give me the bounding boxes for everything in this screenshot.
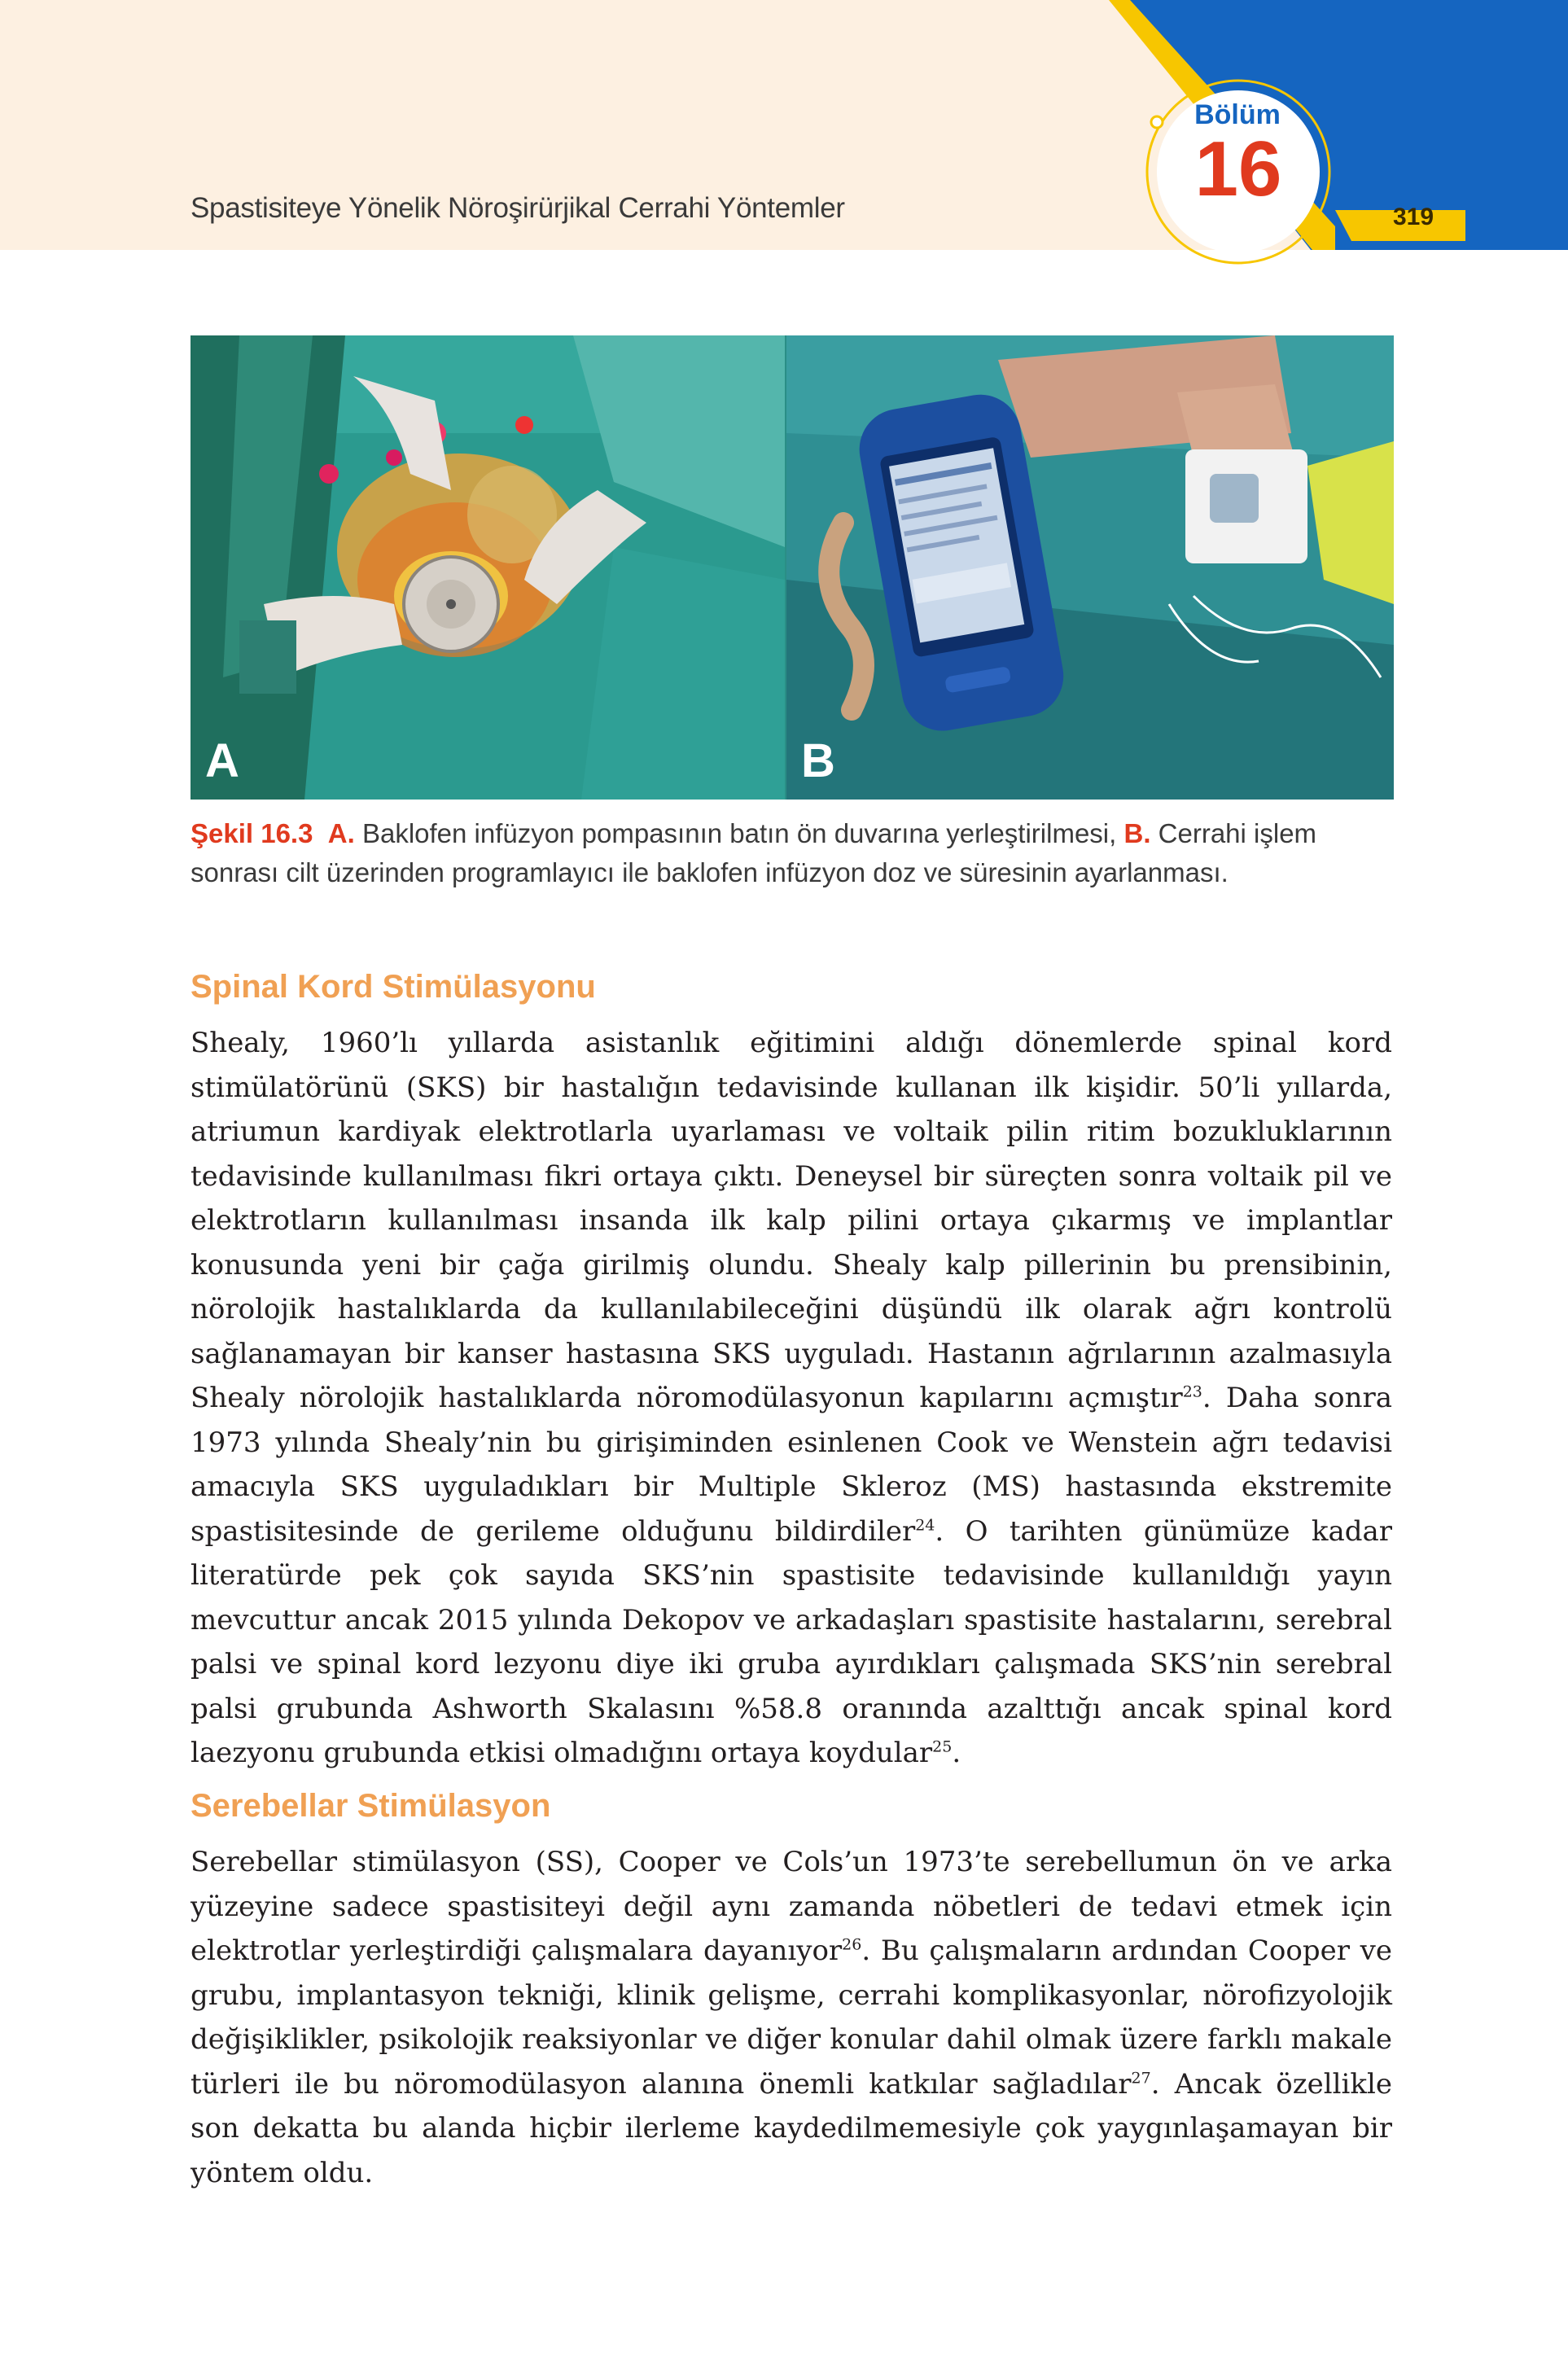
figure-panel-a bbox=[191, 335, 785, 800]
panel-letter-a: A bbox=[205, 734, 239, 787]
caption-text-b: Cerrahi işlem sonrası cilt üzerinden programlayıcı ile baklofen infüzyon doz ve süresinin ayarlanması. bbox=[191, 818, 1317, 887]
reference-23: 23 bbox=[1182, 1382, 1202, 1401]
text-run: . Ancak özellikle son dekatta bu alanda hiçbir ilerleme kaydedilmemesiyle çok yaygınlaşamayan bir yöntem oldu. bbox=[191, 2067, 1393, 2189]
panel-letter-b: B bbox=[801, 734, 835, 787]
figure-caption bbox=[191, 814, 1395, 892]
text-run: . Daha sonra 1973 yılında Shealy’nin bu girişiminden esinlenen Cook ve Wenstein ağrı tedavisi amacıyla SKS uyguladıkları bir Multiple Skleroz (MS) hastasında ekstremite spastisitesinde de gerileme olduğunu bildirdiler bbox=[191, 1382, 1392, 1548]
surgery-photo bbox=[191, 335, 785, 800]
figure-16-3 bbox=[191, 335, 1394, 800]
text-run: Shealy, 1960’lı yıllarda asistanlık eğitimini aldığı dönemlerde spinal kord stimülatörünü (SKS) bir hastalığın tedavisinde kullanan ilk kişidir. 50’li yıllarda, atriumun kardiyak elektrotlarla uyarlaması ve voltaik pilin ritim bozukluklarının tedavisinde kullanılması fikri ortaya çıktı. Deneysel bir süreçten sonra voltaik pil ve elektrotların kullanılması insanda ilk kalp pilini ortaya çıkarmış ve implantlar konusunda yeni bir çağa girilmiş olundu. Shealy kalp pillerinin bu prensibinin, nörolojik hastalıklarda da kullanılabileceğini düşündü ilk olarak ağrı kontrolü sağlanamayan bir kanser hastasına SKS uyguladı. Hastanın ağrılarının azalmasıyla Shealy nörolojik hastalıklarda nöromodülasyonun kapılarını açmıştır bbox=[191, 1027, 1392, 1414]
paragraph-spinal bbox=[191, 1021, 1392, 1776]
chapter-word: Bölüm bbox=[1194, 99, 1281, 130]
page-number: 319 bbox=[1392, 204, 1434, 230]
caption-text-a: Baklofen infüzyon pompasının batın ön duvarına yerleştirilmesi, bbox=[361, 818, 1117, 848]
caption-marker-b: B. bbox=[1123, 818, 1151, 848]
text-run: . O tarihten günümüze kadar literatürde pek çok sayıda SKS’nin spastisite tedavisinde kullanıldığı yayın mevcuttur ancak 2015 yılında Dekopov ve arkadaşları spastisite hastalarını, serebral palsi ve spinal kord lezyonu diye iki gruba ayırdıkları çalışmada SKS’nin serebral palsi grubunda Ashworth Skalasını %58.8 oranında azalttığı ancak spinal kord laezyonu grubunda etkisi olmadığını ortaya koydular bbox=[191, 1514, 1393, 1769]
text-run: Serebellar stimülasyon (SS), Cooper ve Cols’un 1973’te serebellumun ön ve arka yüzeyine sadece spastisiteyi değil aynı zamanda nöbetleri de tedavi etmek için elektrotlar yerleştirdiği çalışmalara dayanıyor bbox=[191, 1846, 1392, 1967]
reference-27: 27 bbox=[1131, 2069, 1151, 2088]
programmer-photo bbox=[786, 335, 1394, 800]
caption-label: Şekil 16.3 bbox=[191, 818, 313, 848]
figure-panel-b bbox=[786, 335, 1394, 800]
reference-25: 25 bbox=[932, 1737, 953, 1756]
running-title: Spastisiteye Yönelik Nöroşirürjikal Cerrahi Yöntemler bbox=[191, 192, 845, 224]
reference-26: 26 bbox=[842, 1935, 862, 1954]
text-run: . bbox=[952, 1737, 961, 1769]
paragraph-serebellar bbox=[191, 1840, 1392, 2195]
text-run: . Bu çalışmaların ardından Cooper ve grubu, implantasyon tekniği, klinik gelişme, cerrahi komplikasyonlar, nörofizyolojik değişiklikler, psikolojik reaksiyonlar ve diğer konular dahil olmak üzere farklı makale türleri ile bu nöromodülasyon alanına önemli katkılar sağladılar bbox=[191, 1934, 1392, 2101]
caption-marker-a: A. bbox=[327, 818, 355, 848]
chapter-number: 16 bbox=[1194, 125, 1282, 213]
reference-24: 24 bbox=[915, 1516, 935, 1535]
section-heading-serebellar: Serebellar Stimülasyon bbox=[191, 1788, 551, 1824]
section-heading-spinal: Spinal Kord Stimülasyonu bbox=[191, 969, 596, 1005]
